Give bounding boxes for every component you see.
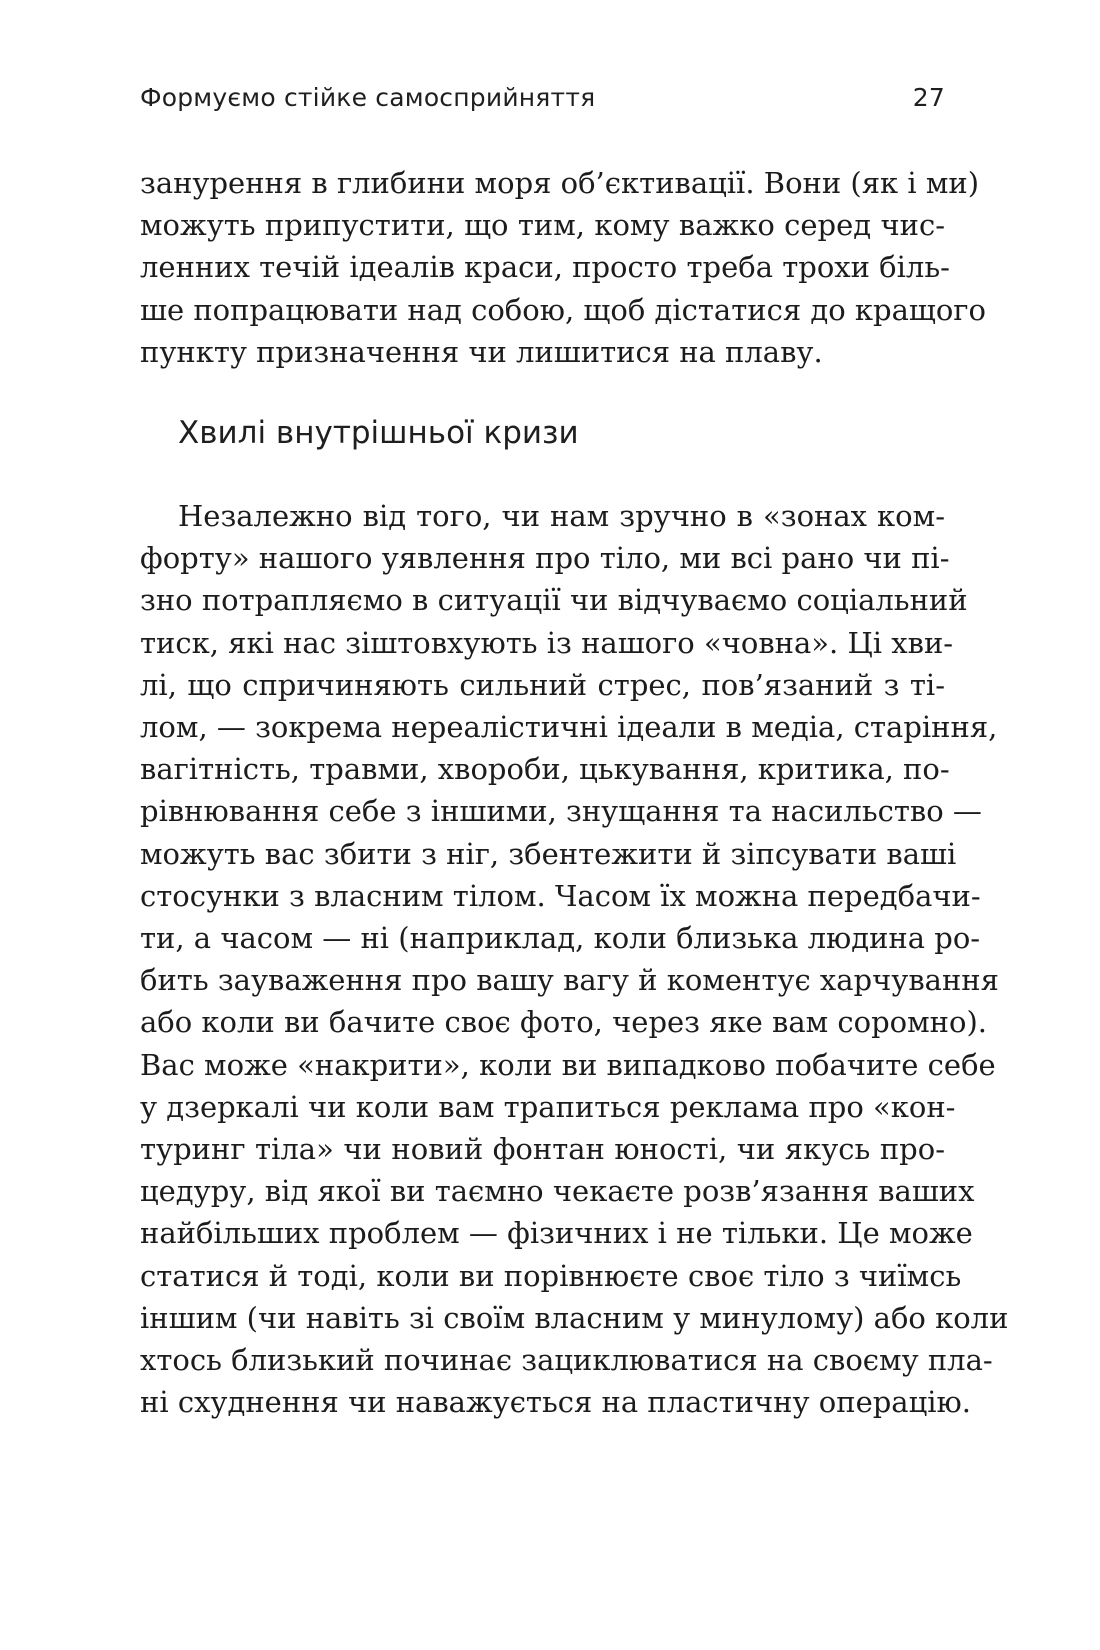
text-line: зно потрапляємо в ситуації чи відчуваємо соціальний: [140, 583, 968, 618]
page-content: [140, 162, 1009, 1423]
text-line: хтось близький починає зациклюватися на своєму пла-: [140, 1343, 993, 1378]
text-line: лом, — зокрема нереалістичні ідеали в медіа, старіння,: [140, 710, 998, 745]
paragraph-body: [140, 495, 1009, 1423]
text-line: у дзеркалі чи коли вам трапиться реклама про «кон-: [140, 1089, 956, 1124]
text-line: форту» нашого уявлення про тіло, ми всі рано чи пі-: [140, 541, 950, 576]
text-line: туринг тіла» чи новий фонтан юності, чи якусь про-: [140, 1132, 945, 1167]
text-line: Вас може «накрити», коли ви випадково побачите себе: [140, 1047, 996, 1082]
text-line: пункту призначення чи лишитися на плаву.: [140, 334, 823, 369]
text-line: Незалежно від того, чи нам зручно в «зонах ком-: [178, 499, 945, 534]
chapter-title: Формуємо стійке самосприйняття: [140, 83, 596, 112]
running-header: [140, 72, 945, 112]
text-line: бить зауваження про вашу вагу й коментує харчування: [140, 963, 999, 998]
text-line: ти, а часом — ні (наприклад, коли близька людина ро-: [140, 921, 981, 956]
text-line: цедуру, від якої ви таємно чекаєте розв’язання ваших: [140, 1174, 975, 1209]
text-line: ні схуднення чи наважується на пластичну операцію.: [140, 1385, 971, 1420]
text-line: ше попрацювати над собою, щоб дістатися до кращого: [140, 292, 986, 327]
section-heading: Хвилі внутрішньої кризи: [178, 415, 579, 452]
text-line: найбільших проблем — фізичних і не тільки. Це може: [140, 1216, 973, 1251]
text-line: вагітність, травми, хвороби, цькування, критика, по-: [140, 752, 950, 787]
text-line: занурення в глибини моря об’єктивації. Вони (як і ми): [140, 166, 980, 200]
text-line: ленних течій ідеалів краси, просто треба трохи біль-: [140, 250, 950, 285]
paragraph-continued: [140, 162, 986, 373]
page-number: 27: [912, 83, 945, 112]
text-line: або коли ви бачите своє фото, через яке вам соромно).: [140, 1005, 988, 1040]
text-line: тиск, які нас зіштовхують із нашого «човна». Ці хви-: [140, 625, 954, 660]
text-line: статися й тоді, коли ви порівнюєте своє тіло з чиїмсь: [140, 1258, 962, 1293]
text-line: іншим (чи навіть зі своїм власним у минулому) або коли: [140, 1300, 1009, 1335]
text-line: можуть вас збити з ніг, збентежити й зіпсувати ваші: [140, 836, 957, 871]
text-line: стосунки з власним тілом. Часом їх можна передбачи-: [140, 878, 981, 913]
text-line: можуть припустити, що тим, кому важко серед чис-: [140, 208, 945, 243]
text-line: лі, що спричиняють сильний стрес, пов’язаний з ті-: [140, 667, 945, 702]
text-line: рівнювання себе з іншими, знущання та насильство —: [140, 794, 982, 829]
